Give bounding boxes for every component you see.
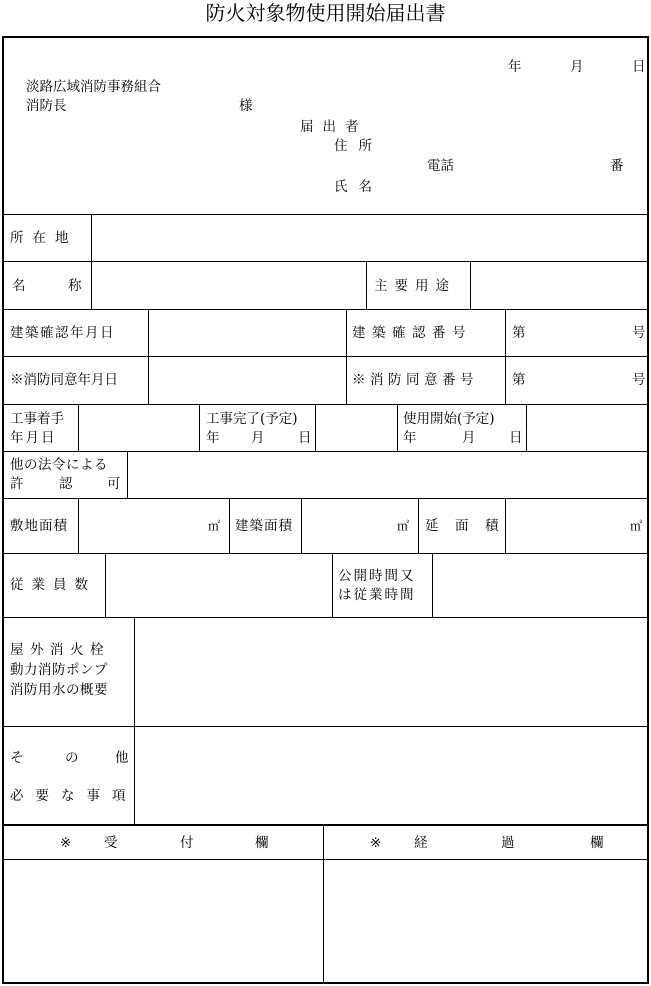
location-value-cell[interactable]	[92, 215, 647, 261]
name-value-cell[interactable]	[92, 262, 366, 309]
location-label: 所在地	[10, 230, 78, 246]
employees-label: 従業員数	[10, 577, 96, 593]
other-label-1b: の	[65, 750, 79, 766]
work-done-year: 年	[206, 430, 220, 446]
phone-suffix: 番	[610, 158, 624, 174]
form-frame	[2, 36, 649, 984]
other-law-label-1: 他の法令による	[10, 457, 108, 473]
work-done-label: 工事完了(予定)	[206, 411, 298, 427]
hydrant-label-1: 屋外消火栓	[10, 642, 110, 658]
hydrant-label-2: 動力消防ポンプ	[10, 662, 108, 678]
other-law-label-2a: 許	[10, 476, 24, 492]
fire-consent-no-label: ※消防同意番号	[352, 372, 478, 388]
other-law-label-2b: 認	[59, 476, 73, 492]
other-label-2: 必要な事項	[10, 788, 138, 804]
fire-consent-dai: 第	[512, 372, 526, 388]
use-start-label: 使用開始(予定)	[403, 411, 495, 427]
other-law-label-2c: 可	[107, 476, 121, 492]
fire-consent-date-label: ※消防同意年月日	[10, 372, 118, 388]
addressee-title: 消防長	[26, 98, 67, 114]
build-confirm-no-label: 建築確認番号	[352, 325, 472, 341]
use-start-month: 月	[462, 430, 476, 446]
other-label-1c: 他	[115, 750, 129, 766]
fire-consent-gou: 号	[632, 372, 646, 388]
building-area-unit: ㎡	[397, 519, 410, 533]
date-day-label: 日	[632, 59, 646, 75]
address-label: 住所	[334, 138, 383, 154]
work-done-day: 日	[298, 430, 312, 446]
work-start-label-1: 工事着手	[10, 411, 64, 427]
site-area-label: 敷地面積	[10, 518, 68, 534]
main-use-value-cell[interactable]	[471, 262, 647, 309]
name-label-2: 称	[68, 278, 82, 294]
name-label-1: 名	[12, 278, 26, 294]
floor-area-label-1: 延	[425, 518, 439, 534]
progress-char-3: 欄	[590, 835, 604, 851]
date-year-label: 年	[508, 59, 522, 75]
reception-char-2: 付	[180, 835, 194, 851]
work-start-label-2: 年月日	[10, 430, 57, 446]
hydrant-label-3: 消防用水の概要	[10, 682, 108, 698]
work-done-month: 月	[251, 430, 265, 446]
use-start-year: 年	[403, 430, 417, 446]
honorific: 様	[239, 98, 253, 114]
name-label: 氏名	[334, 179, 383, 195]
progress-char-2: 過	[501, 835, 515, 851]
addressee-org: 淡路広域消防事務組合	[26, 79, 161, 95]
floor-area-label-2: 面	[455, 518, 469, 534]
reception-char-1: 受	[104, 835, 118, 851]
hours-label-2: は従業時間	[338, 587, 416, 603]
page-title: 防火対象物使用開始届出書	[205, 1, 446, 25]
building-area-label: 建築面積	[235, 518, 293, 534]
progress-char-1: 経	[414, 835, 428, 851]
other-label-1a: そ	[10, 750, 24, 766]
build-confirm-date-label: 建築確認年月日	[10, 325, 115, 341]
notifier-label: 届出者	[300, 119, 368, 135]
reception-mark: ※	[60, 835, 72, 851]
main-use-label: 主要用途	[374, 278, 456, 294]
site-area-unit: ㎡	[208, 519, 221, 533]
hours-label-1: 公開時間又	[338, 568, 416, 584]
build-confirm-gou: 号	[632, 325, 646, 341]
progress-mark: ※	[370, 835, 382, 851]
use-start-day: 日	[509, 430, 523, 446]
floor-area-label-3: 積	[485, 518, 499, 534]
floor-area-unit: ㎡	[630, 519, 643, 533]
reception-char-3: 欄	[255, 835, 269, 851]
build-confirm-dai: 第	[512, 325, 526, 341]
phone-label: 電話	[427, 158, 454, 174]
date-month-label: 月	[570, 59, 584, 75]
